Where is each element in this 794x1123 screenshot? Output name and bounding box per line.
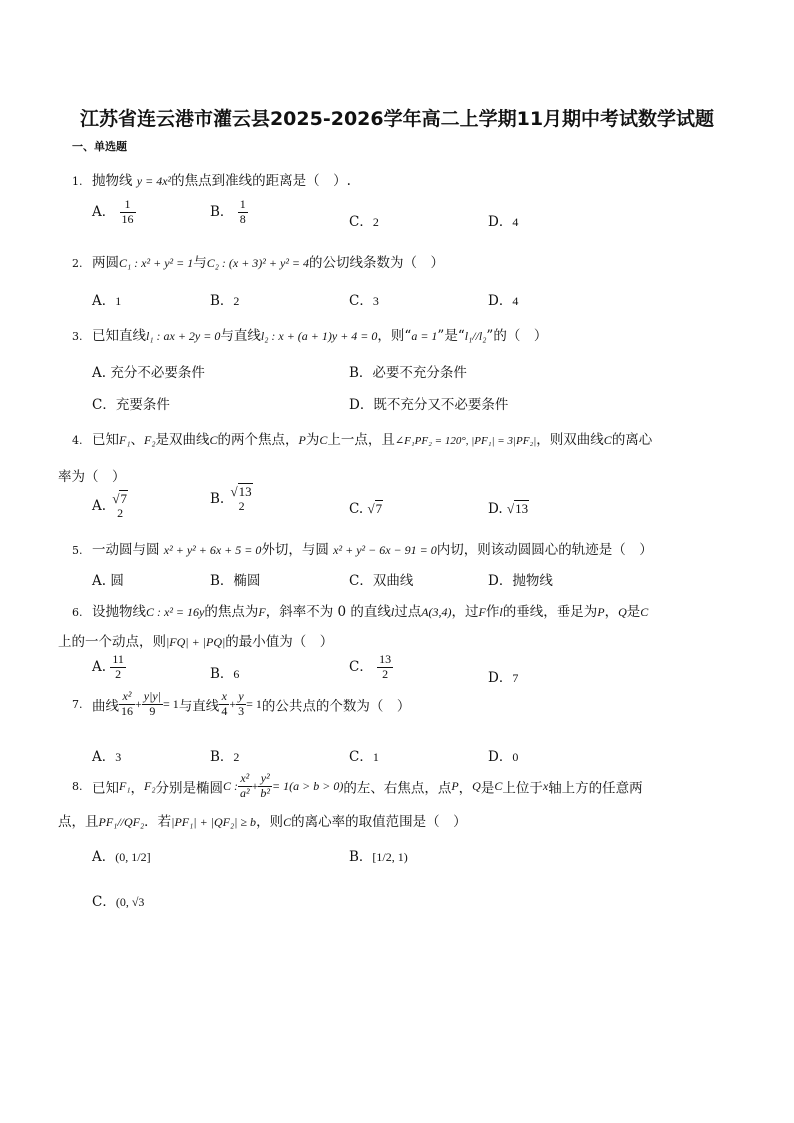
option-c[interactable]: [92, 890, 144, 910]
option-label: D．: [488, 293, 513, 309]
section-heading: 一、单选题: [72, 140, 127, 153]
math-expression: C₂ : (x + 3)² + y² = 4: [206, 256, 310, 270]
question-text: 已知: [92, 432, 119, 448]
fraction: $\frac{13}{2}$: [379, 652, 392, 681]
math-expression: C : x² = 16y: [146, 605, 205, 619]
math-expression: F₁: [119, 433, 131, 447]
math-expression: ∠F₁PF₂ = 120°, |PF₁| = 3|PF₂|: [394, 435, 537, 447]
option-value: 既不充分又不必要条件: [373, 397, 509, 413]
option-label: D．: [488, 749, 513, 765]
fraction: $\frac{1}{8}$: [239, 197, 246, 226]
option-label: A．: [92, 203, 116, 220]
page-title: 江苏省连云港市灌云县2025-2026学年高二上学期11月期中考试数学试题: [79, 108, 715, 130]
option-c[interactable]: [92, 393, 170, 413]
question-text: 是双曲线: [155, 432, 210, 448]
fraction: √13 2: [230, 484, 252, 513]
option-value: 2: [233, 294, 240, 308]
option-d[interactable]: [488, 569, 553, 589]
question-text: ，过: [451, 604, 479, 620]
option-label: D.: [488, 501, 503, 517]
math-expression: C: [209, 433, 218, 447]
question-text: 点，且: [58, 814, 99, 830]
math-expression: F₂: [144, 433, 156, 447]
question-text: 上位于: [502, 780, 543, 797]
square-root: √13: [506, 501, 529, 516]
question-text: ．若: [144, 814, 172, 830]
math-expression: l₁//l₂: [464, 329, 487, 343]
option-value: 3: [372, 294, 379, 308]
option-label: A．: [92, 749, 116, 765]
question-text: 的最小值为（ ）: [225, 634, 334, 650]
question-6: [72, 600, 648, 620]
option-label: D．: [488, 670, 513, 686]
option-a[interactable]: [92, 653, 126, 682]
math-expression: C₁ : x² + y² = 1: [119, 256, 194, 270]
question-3: [72, 324, 547, 344]
question-text: 是: [480, 780, 495, 797]
equals-expression: = 1: [163, 696, 179, 711]
equals-expression: = 1: [246, 696, 262, 711]
option-label: A．: [92, 849, 116, 865]
question-text: 的公共点的个数为（ ）: [261, 698, 411, 715]
math-expression: F: [258, 605, 266, 619]
option-c[interactable]: [349, 745, 379, 765]
option-value: 1: [115, 294, 122, 308]
question-text: 上的一个动点，则: [58, 634, 166, 650]
question-number: 6.: [72, 606, 83, 619]
question-7: [72, 690, 410, 719]
math-expression: F₁: [119, 778, 131, 793]
option-label: C．: [349, 293, 373, 309]
fraction: $\frac{x}{4}$: [221, 689, 228, 718]
question-number: 2.: [72, 257, 83, 270]
option-label: B．: [210, 573, 234, 589]
option-label: C．: [349, 658, 373, 675]
question-text: 已知直线: [92, 328, 146, 344]
question-1: [72, 169, 351, 189]
math-expression: P: [597, 605, 605, 619]
option-d[interactable]: [488, 289, 518, 309]
question-4-continued: 率为（ ）: [58, 469, 126, 485]
fraction: $\frac{y}{3}$: [238, 689, 245, 718]
question-text: 一动圆与圆: [92, 542, 160, 558]
math-expression: C: [283, 815, 292, 829]
question-text: 是: [626, 604, 641, 620]
option-value: 3: [115, 750, 122, 764]
option-a[interactable]: [92, 198, 136, 227]
question-text: ”的（ ）: [486, 328, 548, 344]
question-text: 与直线: [220, 328, 261, 344]
option-b[interactable]: [210, 662, 239, 682]
option-a[interactable]: [92, 492, 130, 521]
math-expression: x² + y² − 6x − 91 = 0: [333, 543, 437, 557]
question-text: 上一点，且: [327, 432, 395, 448]
option-d[interactable]: [349, 393, 508, 413]
math-expression: a = 1: [411, 329, 438, 343]
option-label: C.: [349, 501, 364, 517]
option-value: 椭圆: [233, 573, 261, 589]
math-expression: y = 4x²: [136, 174, 172, 188]
option-d[interactable]: [488, 745, 518, 765]
option-b[interactable]: [210, 485, 255, 514]
question-text: 的垂线，垂足为: [502, 604, 598, 620]
option-label: B.: [210, 490, 225, 507]
question-2: [72, 251, 444, 271]
option-a[interactable]: [92, 845, 151, 865]
option-label: C．: [349, 749, 373, 765]
option-value: 必要不充分条件: [372, 365, 467, 381]
option-value: (0, √3: [115, 895, 145, 909]
option-c[interactable]: [349, 501, 383, 517]
question-text: 两圆: [92, 255, 119, 271]
math-expression: PF₁//QF₂: [98, 815, 145, 829]
question-number: 4.: [72, 434, 83, 447]
question-text: 、: [130, 432, 145, 448]
option-value: (0, 1/2]: [115, 850, 151, 864]
option-value: 充要条件: [115, 397, 170, 413]
question-text: 过点: [394, 604, 422, 620]
option-value: 6: [233, 667, 240, 681]
question-text: 的公切线条数为（ ）: [309, 255, 445, 271]
option-label: D．: [488, 214, 513, 230]
option-a[interactable]: [92, 361, 205, 381]
question-text: 的离心率的取值范围是（ ）: [291, 814, 467, 830]
option-a[interactable]: [92, 289, 121, 309]
option-c[interactable]: [349, 569, 413, 589]
question-text: ，则双曲线: [536, 432, 604, 448]
plus-sign: +: [135, 696, 142, 711]
question-number: 5.: [72, 544, 83, 557]
option-b[interactable]: [349, 361, 467, 381]
option-value: 1: [372, 750, 379, 764]
math-expression: l: [390, 605, 395, 619]
option-label: D．: [488, 573, 513, 589]
option-label: A.: [92, 365, 107, 381]
option-label: A.: [92, 497, 107, 514]
option-value: 抛物线: [512, 573, 553, 589]
plus-sign: +: [251, 778, 259, 793]
option-label: D．: [349, 397, 374, 413]
option-value: 双曲线: [372, 573, 414, 589]
option-b[interactable]: [349, 845, 408, 865]
math-expression: P: [451, 778, 459, 793]
question-8-continued: [58, 810, 467, 830]
option-label: C．: [92, 894, 116, 910]
fraction: √7 2: [112, 491, 127, 520]
question-text: 作: [485, 604, 500, 620]
option-value: 4: [512, 215, 519, 229]
plus-sign: +: [229, 696, 237, 711]
question-8: [72, 772, 643, 801]
option-label: B．: [210, 749, 234, 765]
math-expression: x² + y² + 6x + 5 = 0: [163, 543, 262, 557]
question-5: [72, 538, 653, 558]
math-expression: l: [499, 605, 503, 619]
math-expression: F: [478, 605, 486, 619]
question-text: 的焦点为: [204, 604, 259, 620]
math-expression: F₂: [144, 778, 156, 793]
option-value: 2: [233, 750, 240, 764]
option-label: C．: [349, 573, 373, 589]
option-label: A．: [92, 293, 116, 309]
option-label: B．: [210, 203, 234, 220]
fraction: $\frac{11}{2}$: [112, 652, 124, 681]
question-text: 已知: [92, 780, 119, 797]
math-expression: P: [298, 433, 306, 447]
option-label: A.: [92, 573, 107, 589]
option-b[interactable]: [210, 198, 248, 227]
question-6-continued: [58, 630, 333, 650]
math-expression: |FQ| + |PQ|: [166, 635, 226, 649]
option-c[interactable]: [349, 210, 379, 230]
question-number: 8.: [72, 779, 83, 793]
option-value: [1/2, 1): [372, 850, 408, 864]
option-d[interactable]: [488, 666, 518, 686]
math-expression: Q: [618, 605, 627, 619]
question-text: 与: [193, 255, 207, 271]
question-text: ，: [604, 604, 619, 620]
option-d[interactable]: [488, 210, 518, 230]
math-expression: A(3,4): [421, 605, 452, 619]
option-c[interactable]: [349, 653, 393, 682]
option-label: C．: [92, 397, 116, 413]
option-value: 2: [372, 215, 379, 229]
question-text: 分别是椭圆: [155, 780, 224, 797]
option-label: C．: [349, 214, 373, 230]
question-text: 内切，则该动圆圆心的轨迹是（ ）: [436, 542, 653, 558]
math-expression: C: [603, 433, 612, 447]
option-a[interactable]: [92, 569, 124, 589]
math-expression: = 1(a > b > 0): [272, 778, 344, 793]
fraction: $\frac{y|y|}{9}$: [143, 689, 162, 718]
question-text: ，则: [256, 814, 284, 830]
question-text: 的左、右焦点，点: [343, 780, 452, 797]
question-text: 轴上方的任意两: [548, 780, 643, 797]
question-number: 7.: [72, 697, 83, 711]
question-text: 为: [305, 432, 320, 448]
option-value: 圆: [110, 573, 124, 589]
option-d[interactable]: [488, 501, 529, 517]
question-text: ，则“: [377, 328, 412, 344]
question-text: 抛物线: [92, 173, 133, 189]
math-expression: C: [319, 433, 328, 447]
question-text: 外切，与圆: [261, 542, 329, 558]
fraction: $\frac{\text{x²}}{\text{a²}}$: [240, 771, 250, 800]
question-text: ，: [130, 780, 145, 797]
fraction: $\frac{\text{y²}}{\text{b²}}$: [260, 771, 271, 800]
question-text: 的两个焦点，: [217, 432, 299, 448]
math-expression: l₂ : x + (a + 1)y + 4 = 0: [260, 329, 378, 343]
fraction: $\frac{\text{x²}}{16}$: [121, 689, 133, 718]
option-label: B．: [210, 666, 234, 682]
option-c[interactable]: [349, 289, 379, 309]
math-expression: C: [494, 778, 503, 793]
square-root: √7: [367, 501, 383, 516]
question-text: 与直线: [178, 698, 220, 715]
question-text: 的焦点到准线的距离是（ ）.: [171, 173, 351, 189]
option-label: B．: [349, 365, 373, 381]
question-text: 的离心: [611, 432, 653, 448]
option-label: A.: [92, 658, 107, 675]
option-b[interactable]: [210, 745, 239, 765]
option-value: 充分不必要条件: [110, 365, 205, 381]
option-value: 0: [512, 750, 519, 764]
question-number: 3.: [72, 330, 83, 343]
question-text: 设抛物线: [92, 604, 146, 620]
option-value: 7: [512, 671, 519, 685]
question-text: ，: [458, 780, 473, 797]
math-expression: Q: [472, 778, 481, 793]
math-expression: C :: [223, 778, 239, 793]
math-expression: x: [542, 778, 549, 793]
fraction: $\frac{1}{16}$: [121, 197, 134, 226]
math-expression: l₁ : ax + 2y = 0: [146, 329, 221, 343]
math-expression: C: [640, 605, 649, 619]
option-b[interactable]: [210, 289, 239, 309]
option-value: 4: [512, 294, 519, 308]
math-expression: |PF₁| + |QF₂| ≥ b: [171, 815, 257, 829]
option-label: B．: [210, 293, 234, 309]
option-b[interactable]: [210, 569, 260, 589]
question-text: ，斜率不为 0 的直线: [265, 604, 391, 620]
question-text: ”是“: [437, 328, 465, 344]
option-a[interactable]: [92, 745, 121, 765]
question-text: 曲线: [92, 698, 119, 715]
option-label: B．: [349, 849, 373, 865]
question-4: [72, 428, 652, 448]
question-number: 1.: [72, 175, 83, 188]
